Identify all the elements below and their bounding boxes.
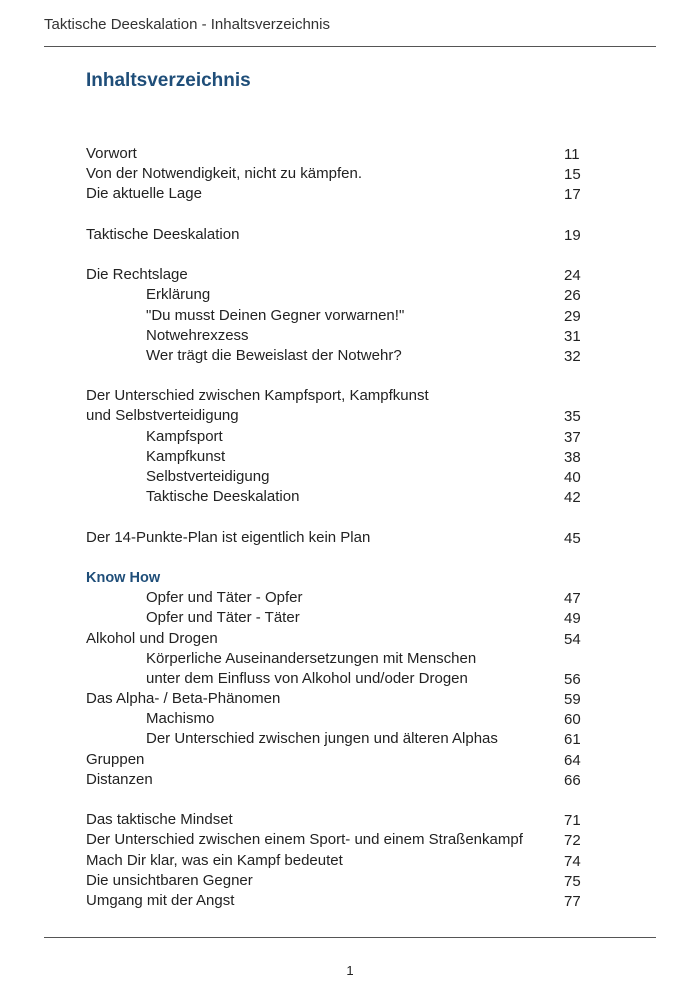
- toc-entry-page-number: 77: [564, 892, 581, 910]
- toc-entry[interactable]: [86, 871, 586, 891]
- page-title: Inhaltsverzeichnis: [86, 70, 251, 91]
- toc-entry-title: Taktische Deeskalation: [86, 225, 240, 243]
- toc-entry[interactable]: [86, 770, 586, 790]
- toc-entry-page-number: 64: [564, 751, 581, 769]
- header-rule: [44, 46, 656, 47]
- toc-entry-page-number: 45: [564, 529, 581, 547]
- toc-entry-page-number: 47: [564, 590, 581, 608]
- toc-entry-page-number: 24: [564, 267, 581, 285]
- toc-spacer: [86, 548, 586, 568]
- toc-entry-title: Der 14-Punkte-Plan ist eigentlich kein Plan: [86, 528, 371, 546]
- toc-entry[interactable]: [86, 406, 586, 426]
- toc-entry-page-number: 38: [564, 448, 581, 466]
- toc-entry-title: Selbstverteidigung: [146, 468, 270, 485]
- toc-entry-page-number: 35: [564, 408, 581, 426]
- toc-entry-title: Der Unterschied zwischen Kampfsport, Kampfkunst: [86, 387, 429, 405]
- toc-entry-title: Wer trägt die Beweislast der Notwehr?: [146, 346, 402, 364]
- toc-entry-page-number: 56: [564, 670, 581, 688]
- toc-entry-title: Taktische Deeskalation: [146, 488, 300, 506]
- toc-entry-title: Die unsichtbaren Gegner: [86, 871, 253, 889]
- toc-entry-title: Opfer und Täter - Täter: [146, 609, 300, 627]
- toc-spacer: [86, 245, 586, 265]
- toc-entry[interactable]: [86, 386, 586, 406]
- toc-entry-page-number: 72: [564, 832, 581, 850]
- toc-entry-title: und Selbstverteidigung: [86, 407, 239, 425]
- toc-entry-title: Kampfsport: [146, 427, 223, 445]
- toc-entry[interactable]: [86, 225, 586, 245]
- toc-entry[interactable]: [86, 851, 586, 871]
- toc-entry-title: Alkohol und Drogen: [86, 629, 218, 647]
- toc-entry[interactable]: [86, 427, 586, 447]
- toc-entry-page-number: 26: [564, 287, 581, 305]
- toc-entry[interactable]: [86, 265, 586, 285]
- toc-entry-page-number: 11: [564, 146, 580, 163]
- toc-entry[interactable]: [86, 487, 586, 507]
- toc-entry-page-number: 37: [564, 428, 581, 446]
- toc-entry[interactable]: [86, 528, 586, 548]
- toc-entry-page-number: 61: [564, 731, 581, 749]
- toc-entry[interactable]: [86, 346, 586, 366]
- toc-entry[interactable]: [86, 729, 586, 749]
- toc-entry-title: Die Rechtslage: [86, 266, 188, 284]
- toc-entry[interactable]: [86, 669, 586, 689]
- toc-entry-title: Gruppen: [86, 750, 145, 768]
- toc-entry-title: Mach Dir klar, was ein Kampf bedeutet: [86, 851, 343, 869]
- toc-entry[interactable]: [86, 467, 586, 487]
- toc-entry[interactable]: [86, 608, 586, 628]
- toc-entry[interactable]: [86, 891, 586, 911]
- toc-entry-page-number: 17: [564, 186, 581, 204]
- toc-entry-page-number: 31: [564, 327, 581, 345]
- toc-entry[interactable]: [86, 164, 586, 184]
- toc-entry-title: Das taktische Mindset: [86, 811, 233, 829]
- toc-entry-title: Der Unterschied zwischen jungen und älteren Alphas: [146, 730, 498, 748]
- toc-entry-title: Kampfkunst: [146, 447, 226, 465]
- toc-entry[interactable]: [86, 830, 586, 850]
- toc-entry-page-number: 74: [564, 852, 581, 870]
- toc-entry[interactable]: [86, 144, 586, 164]
- toc-spacer: [86, 366, 586, 386]
- toc-entry-title: Die aktuelle Lage: [86, 185, 202, 203]
- toc-entry-page-number: 71: [564, 812, 581, 830]
- toc-entry-page-number: 66: [564, 771, 581, 789]
- page-number: 1: [346, 963, 354, 978]
- toc-entry-title: Notwehrexzess: [146, 326, 249, 344]
- toc-entry-title: Machismo: [146, 710, 215, 728]
- toc-entry[interactable]: [86, 689, 586, 709]
- toc-entry-title: unter dem Einfluss von Alkohol und/oder Drogen: [146, 669, 468, 687]
- toc-entry-page-number: 42: [564, 489, 581, 507]
- toc-entry-title: Distanzen: [86, 770, 153, 788]
- running-header: Taktische Deeskalation - Inhaltsverzeichnis: [44, 16, 330, 33]
- toc-entry-title: Das Alpha- / Beta-Phänomen: [86, 690, 281, 708]
- toc-entry[interactable]: [86, 285, 586, 305]
- toc-entry[interactable]: [86, 306, 586, 326]
- toc-entry-page-number: 40: [564, 469, 581, 486]
- toc-entry-page-number: 32: [564, 347, 581, 365]
- toc-entry[interactable]: [86, 184, 586, 204]
- toc-entry-page-number: 29: [564, 307, 581, 325]
- toc-entry-page-number: 49: [564, 610, 581, 628]
- toc-entry-page-number: 60: [564, 711, 581, 729]
- toc-entry[interactable]: [86, 447, 586, 467]
- toc-spacer: [86, 507, 586, 527]
- toc-entry[interactable]: [86, 326, 586, 346]
- table-of-contents: [86, 144, 586, 911]
- toc-entry[interactable]: [86, 810, 586, 830]
- toc-entry[interactable]: [86, 649, 586, 669]
- toc-spacer: [86, 205, 586, 225]
- toc-entry-title: Umgang mit der Angst: [86, 891, 235, 909]
- toc-spacer: [86, 790, 586, 810]
- footer-rule: [44, 937, 656, 938]
- toc-entry-page-number: 15: [564, 166, 581, 184]
- toc-entry[interactable]: [86, 629, 586, 649]
- toc-entry-title: Von der Notwendigkeit, nicht zu kämpfen.: [86, 165, 362, 183]
- toc-entry-title: Körperliche Auseinandersetzungen mit Menschen: [146, 649, 477, 667]
- toc-entry[interactable]: [86, 750, 586, 770]
- toc-entry-title: Know How: [86, 569, 161, 586]
- toc-entry-title: Opfer und Täter - Opfer: [146, 589, 303, 607]
- toc-entry-title: "Du musst Deinen Gegner vorwarnen!": [146, 306, 405, 324]
- toc-entry-page-number: 54: [564, 630, 581, 648]
- toc-entry-title: Vorwort: [86, 145, 137, 162]
- toc-entry[interactable]: [86, 588, 586, 608]
- toc-entry-page-number: 19: [564, 226, 581, 244]
- toc-entry-title: Der Unterschied zwischen einem Sport- und einem Straßenkampf: [86, 831, 523, 849]
- toc-entry-title: Erklärung: [146, 286, 211, 304]
- toc-entry-page-number: 75: [564, 872, 581, 890]
- toc-entry[interactable]: [86, 709, 586, 729]
- toc-entry-page-number: 59: [564, 691, 581, 709]
- toc-section-heading[interactable]: [86, 568, 586, 588]
